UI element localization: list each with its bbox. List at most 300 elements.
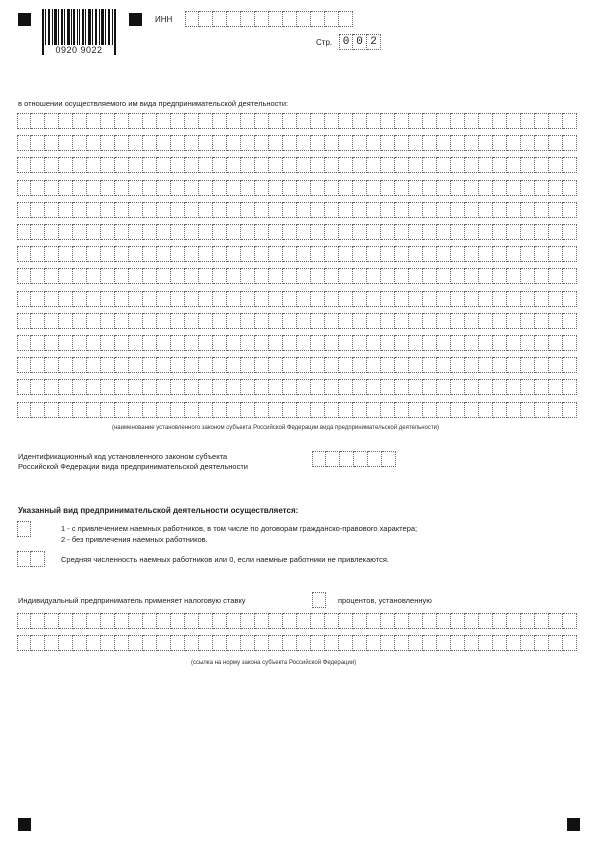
activity-name-cell[interactable] xyxy=(59,357,73,373)
law-reference-cell[interactable] xyxy=(115,613,129,629)
activity-name-cell[interactable] xyxy=(465,157,479,173)
activity-name-cell[interactable] xyxy=(549,402,563,418)
activity-name-cell[interactable] xyxy=(367,402,381,418)
law-reference-cell[interactable] xyxy=(227,635,241,651)
activity-name-cell[interactable] xyxy=(199,113,213,129)
activity-name-cell[interactable] xyxy=(535,402,549,418)
activity-name-cell[interactable] xyxy=(437,246,451,262)
activity-name-cell[interactable] xyxy=(185,157,199,173)
activity-name-cell[interactable] xyxy=(171,379,185,395)
activity-name-cell[interactable] xyxy=(409,113,423,129)
activity-name-cell[interactable] xyxy=(563,224,577,240)
activity-name-cell[interactable] xyxy=(87,335,101,351)
activity-name-cell[interactable] xyxy=(269,157,283,173)
activity-name-cell[interactable] xyxy=(171,402,185,418)
activity-name-cell[interactable] xyxy=(451,357,465,373)
activity-name-cell[interactable] xyxy=(59,180,73,196)
activity-name-cell[interactable] xyxy=(325,180,339,196)
activity-name-cell[interactable] xyxy=(311,357,325,373)
identification-code-cell[interactable] xyxy=(312,451,326,467)
inn-cell[interactable] xyxy=(255,11,269,27)
activity-name-cell[interactable] xyxy=(241,335,255,351)
activity-name-cell[interactable] xyxy=(185,402,199,418)
activity-name-cell[interactable] xyxy=(353,268,367,284)
activity-name-cell[interactable] xyxy=(101,202,115,218)
activity-name-cell[interactable] xyxy=(143,135,157,151)
activity-name-cell[interactable] xyxy=(395,113,409,129)
activity-name-cell[interactable] xyxy=(199,202,213,218)
page-digit-cell[interactable]: 2 xyxy=(367,34,381,50)
activity-name-cell[interactable] xyxy=(283,313,297,329)
activity-name-cell[interactable] xyxy=(479,202,493,218)
activity-name-cell[interactable] xyxy=(269,335,283,351)
law-reference-cell[interactable] xyxy=(395,635,409,651)
activity-name-cell[interactable] xyxy=(157,113,171,129)
activity-name-cell[interactable] xyxy=(409,202,423,218)
activity-name-cell[interactable] xyxy=(227,402,241,418)
activity-name-cell[interactable] xyxy=(563,313,577,329)
activity-name-cell[interactable] xyxy=(549,135,563,151)
activity-name-cell[interactable] xyxy=(59,224,73,240)
activity-name-cell[interactable] xyxy=(451,224,465,240)
activity-name-cell[interactable] xyxy=(353,202,367,218)
activity-name-cell[interactable] xyxy=(101,335,115,351)
law-reference-cell[interactable] xyxy=(549,613,563,629)
activity-name-cell[interactable] xyxy=(423,268,437,284)
activity-name-cell[interactable] xyxy=(465,113,479,129)
activity-name-cell[interactable] xyxy=(241,180,255,196)
law-reference-row[interactable] xyxy=(17,635,577,651)
activity-name-cell[interactable] xyxy=(17,246,31,262)
activity-name-cell[interactable] xyxy=(199,157,213,173)
activity-name-cell[interactable] xyxy=(465,224,479,240)
activity-name-cell[interactable] xyxy=(45,224,59,240)
activity-name-cell[interactable] xyxy=(255,180,269,196)
activity-name-cell[interactable] xyxy=(423,224,437,240)
activity-name-cell[interactable] xyxy=(353,246,367,262)
activity-name-cell[interactable] xyxy=(87,402,101,418)
activity-name-cell[interactable] xyxy=(437,113,451,129)
activity-name-cell[interactable] xyxy=(283,246,297,262)
activity-name-cell[interactable] xyxy=(199,335,213,351)
activity-name-cell[interactable] xyxy=(157,246,171,262)
activity-name-cell[interactable] xyxy=(87,379,101,395)
activity-name-cell[interactable] xyxy=(367,335,381,351)
activity-name-cell[interactable] xyxy=(563,202,577,218)
activity-name-cell[interactable] xyxy=(269,291,283,307)
law-reference-cell[interactable] xyxy=(297,635,311,651)
activity-name-cell[interactable] xyxy=(451,157,465,173)
activity-name-cell[interactable] xyxy=(507,335,521,351)
activity-name-cell[interactable] xyxy=(241,135,255,151)
activity-name-cell[interactable] xyxy=(115,335,129,351)
activity-name-cell[interactable] xyxy=(129,135,143,151)
law-reference-cell[interactable] xyxy=(353,635,367,651)
activity-name-cell[interactable] xyxy=(129,202,143,218)
activity-name-cell[interactable] xyxy=(423,180,437,196)
activity-name-cell[interactable] xyxy=(129,335,143,351)
activity-name-cell[interactable] xyxy=(115,113,129,129)
law-reference-cell[interactable] xyxy=(381,635,395,651)
activity-name-cell[interactable] xyxy=(563,402,577,418)
activity-name-cell[interactable] xyxy=(409,379,423,395)
activity-name-cell[interactable] xyxy=(283,335,297,351)
activity-name-cell[interactable] xyxy=(213,379,227,395)
activity-name-cell[interactable] xyxy=(381,246,395,262)
identification-code-cell[interactable] xyxy=(326,451,340,467)
inn-cell[interactable] xyxy=(213,11,227,27)
activity-name-cell[interactable] xyxy=(31,113,45,129)
activity-name-cell[interactable] xyxy=(115,157,129,173)
activity-name-cell[interactable] xyxy=(325,357,339,373)
activity-name-cell[interactable] xyxy=(423,379,437,395)
law-reference-cell[interactable] xyxy=(143,613,157,629)
activity-name-cell[interactable] xyxy=(381,180,395,196)
activity-name-cell[interactable] xyxy=(101,357,115,373)
inn-cell[interactable] xyxy=(185,11,199,27)
activity-name-cell[interactable] xyxy=(59,335,73,351)
activity-name-cell[interactable] xyxy=(339,335,353,351)
activity-name-cell[interactable] xyxy=(143,313,157,329)
law-reference-cell[interactable] xyxy=(437,635,451,651)
activity-name-cell[interactable] xyxy=(465,379,479,395)
activity-name-cell[interactable] xyxy=(129,357,143,373)
activity-name-cell[interactable] xyxy=(283,180,297,196)
activity-name-cell[interactable] xyxy=(395,268,409,284)
activity-name-cell[interactable] xyxy=(325,402,339,418)
activity-name-cell[interactable] xyxy=(437,357,451,373)
activity-name-cell[interactable] xyxy=(17,379,31,395)
activity-name-cell[interactable] xyxy=(381,157,395,173)
activity-name-cell[interactable] xyxy=(17,402,31,418)
activity-name-cell[interactable] xyxy=(283,379,297,395)
law-reference-cell[interactable] xyxy=(73,635,87,651)
activity-name-cell[interactable] xyxy=(521,246,535,262)
activity-name-cell[interactable] xyxy=(353,180,367,196)
activity-name-cell[interactable] xyxy=(493,180,507,196)
activity-name-cell[interactable] xyxy=(367,113,381,129)
activity-name-cell[interactable] xyxy=(409,268,423,284)
activity-name-cell[interactable] xyxy=(283,268,297,284)
activity-name-cell[interactable] xyxy=(31,335,45,351)
law-reference-cell[interactable] xyxy=(451,635,465,651)
law-reference-cell[interactable] xyxy=(423,635,437,651)
activity-name-cell[interactable] xyxy=(129,157,143,173)
inn-cell[interactable] xyxy=(325,11,339,27)
activity-name-cell[interactable] xyxy=(87,224,101,240)
activity-name-cell[interactable] xyxy=(507,157,521,173)
law-reference-cell[interactable] xyxy=(213,613,227,629)
activity-name-cell[interactable] xyxy=(297,379,311,395)
activity-name-cell[interactable] xyxy=(101,246,115,262)
activity-name-cell[interactable] xyxy=(353,157,367,173)
activity-name-cell[interactable] xyxy=(143,291,157,307)
activity-name-cell[interactable] xyxy=(171,113,185,129)
activity-name-cell[interactable] xyxy=(465,291,479,307)
activity-name-cell[interactable] xyxy=(395,335,409,351)
activity-name-cell[interactable] xyxy=(73,291,87,307)
activity-name-cell[interactable] xyxy=(423,157,437,173)
activity-name-cell[interactable] xyxy=(549,180,563,196)
activity-name-cell[interactable] xyxy=(17,202,31,218)
activity-name-cell[interactable] xyxy=(465,202,479,218)
activity-name-cell[interactable] xyxy=(479,291,493,307)
activity-name-cell[interactable] xyxy=(17,291,31,307)
law-reference-cell[interactable] xyxy=(409,613,423,629)
activity-name-cell[interactable] xyxy=(409,357,423,373)
activity-name-cell[interactable] xyxy=(535,202,549,218)
page-digit-cell[interactable]: 0 xyxy=(339,34,353,50)
activity-name-cell[interactable] xyxy=(437,313,451,329)
activity-name-cell[interactable] xyxy=(241,313,255,329)
activity-name-cell[interactable] xyxy=(115,357,129,373)
activity-name-cell[interactable] xyxy=(227,113,241,129)
activity-name-cell[interactable] xyxy=(409,313,423,329)
activity-name-cell[interactable] xyxy=(311,224,325,240)
activity-name-cell[interactable] xyxy=(129,313,143,329)
inn-cell[interactable] xyxy=(199,11,213,27)
activity-name-cell[interactable] xyxy=(367,246,381,262)
activity-name-cell[interactable] xyxy=(535,180,549,196)
activity-name-cell[interactable] xyxy=(311,135,325,151)
law-reference-cell[interactable] xyxy=(17,635,31,651)
activity-name-row[interactable] xyxy=(17,335,577,351)
activity-name-cell[interactable] xyxy=(157,291,171,307)
activity-name-cell[interactable] xyxy=(255,379,269,395)
law-reference-cell[interactable] xyxy=(185,635,199,651)
activity-name-cell[interactable] xyxy=(59,379,73,395)
activity-name-cell[interactable] xyxy=(269,379,283,395)
activity-name-cell[interactable] xyxy=(535,379,549,395)
activity-name-cell[interactable] xyxy=(549,157,563,173)
activity-name-cell[interactable] xyxy=(185,135,199,151)
activity-name-cell[interactable] xyxy=(297,246,311,262)
activity-name-cell[interactable] xyxy=(451,180,465,196)
activity-name-cell[interactable] xyxy=(199,268,213,284)
activity-name-cell[interactable] xyxy=(87,113,101,129)
activity-name-cell[interactable] xyxy=(255,113,269,129)
activity-name-cell[interactable] xyxy=(465,135,479,151)
activity-name-cell[interactable] xyxy=(353,224,367,240)
activity-name-cell[interactable] xyxy=(45,113,59,129)
law-reference-cell[interactable] xyxy=(549,635,563,651)
activity-name-cell[interactable] xyxy=(507,202,521,218)
activity-name-cell[interactable] xyxy=(423,246,437,262)
activity-name-cell[interactable] xyxy=(479,157,493,173)
activity-name-cell[interactable] xyxy=(31,157,45,173)
activity-name-cell[interactable] xyxy=(479,379,493,395)
activity-name-cell[interactable] xyxy=(339,157,353,173)
activity-name-cell[interactable] xyxy=(143,268,157,284)
activity-name-cell[interactable] xyxy=(255,268,269,284)
activity-name-cell[interactable] xyxy=(325,335,339,351)
activity-name-cell[interactable] xyxy=(423,291,437,307)
activity-name-cell[interactable] xyxy=(31,357,45,373)
law-reference-cell[interactable] xyxy=(339,635,353,651)
activity-name-row[interactable] xyxy=(17,113,577,129)
activity-name-cell[interactable] xyxy=(549,268,563,284)
activity-name-cell[interactable] xyxy=(255,313,269,329)
activity-name-cell[interactable] xyxy=(255,335,269,351)
activity-name-row[interactable] xyxy=(17,135,577,151)
activity-name-cell[interactable] xyxy=(227,180,241,196)
activity-name-cell[interactable] xyxy=(437,224,451,240)
law-reference-cell[interactable] xyxy=(171,635,185,651)
activity-name-cell[interactable] xyxy=(213,157,227,173)
inn-cell[interactable] xyxy=(339,11,353,27)
activity-name-cell[interactable] xyxy=(199,135,213,151)
activity-name-cell[interactable] xyxy=(227,313,241,329)
activity-name-cell[interactable] xyxy=(325,135,339,151)
activity-name-cell[interactable] xyxy=(507,224,521,240)
activity-name-cell[interactable] xyxy=(353,357,367,373)
law-reference-cell[interactable] xyxy=(269,613,283,629)
activity-name-cell[interactable] xyxy=(157,268,171,284)
law-reference-cell[interactable] xyxy=(129,613,143,629)
activity-name-cell[interactable] xyxy=(269,268,283,284)
activity-name-cell[interactable] xyxy=(31,246,45,262)
law-reference-cell[interactable] xyxy=(227,613,241,629)
activity-name-cell[interactable] xyxy=(395,291,409,307)
activity-name-cell[interactable] xyxy=(143,202,157,218)
law-reference-cell[interactable] xyxy=(157,635,171,651)
activity-name-cell[interactable] xyxy=(535,113,549,129)
activity-name-cell[interactable] xyxy=(311,180,325,196)
activity-name-cell[interactable] xyxy=(199,180,213,196)
activity-name-cell[interactable] xyxy=(31,291,45,307)
law-reference-cell[interactable] xyxy=(451,613,465,629)
activity-name-cell[interactable] xyxy=(521,202,535,218)
activity-name-cell[interactable] xyxy=(45,180,59,196)
law-reference-cell[interactable] xyxy=(101,635,115,651)
activity-name-cell[interactable] xyxy=(451,246,465,262)
activity-name-cell[interactable] xyxy=(269,313,283,329)
activity-name-cell[interactable] xyxy=(87,246,101,262)
activity-name-cell[interactable] xyxy=(465,313,479,329)
activity-name-cell[interactable] xyxy=(199,402,213,418)
law-reference-cell[interactable] xyxy=(353,613,367,629)
law-reference-cell[interactable] xyxy=(395,613,409,629)
activity-name-cell[interactable] xyxy=(283,135,297,151)
activity-name-cell[interactable] xyxy=(409,157,423,173)
activity-name-cell[interactable] xyxy=(563,113,577,129)
activity-name-cell[interactable] xyxy=(311,402,325,418)
activity-name-cell[interactable] xyxy=(59,268,73,284)
employment-type-cell[interactable] xyxy=(17,521,31,537)
activity-name-cell[interactable] xyxy=(269,224,283,240)
activity-name-cell[interactable] xyxy=(199,224,213,240)
activity-name-cell[interactable] xyxy=(479,313,493,329)
activity-name-cell[interactable] xyxy=(381,135,395,151)
inn-cell[interactable] xyxy=(241,11,255,27)
activity-name-cell[interactable] xyxy=(493,379,507,395)
law-reference-cell[interactable] xyxy=(171,613,185,629)
activity-name-cell[interactable] xyxy=(255,291,269,307)
activity-name-cell[interactable] xyxy=(157,379,171,395)
activity-name-row[interactable] xyxy=(17,357,577,373)
activity-name-cell[interactable] xyxy=(479,268,493,284)
activity-name-cell[interactable] xyxy=(129,402,143,418)
activity-name-cell[interactable] xyxy=(437,268,451,284)
activity-name-cell[interactable] xyxy=(395,402,409,418)
law-reference-cell[interactable] xyxy=(479,635,493,651)
activity-name-cell[interactable] xyxy=(339,224,353,240)
activity-name-cell[interactable] xyxy=(31,224,45,240)
activity-name-cell[interactable] xyxy=(255,202,269,218)
activity-name-cell[interactable] xyxy=(101,135,115,151)
activity-name-cell[interactable] xyxy=(17,224,31,240)
law-reference-cell[interactable] xyxy=(521,613,535,629)
activity-name-cell[interactable] xyxy=(339,313,353,329)
activity-name-cell[interactable] xyxy=(185,335,199,351)
activity-name-cell[interactable] xyxy=(297,157,311,173)
law-reference-cell[interactable] xyxy=(535,613,549,629)
activity-name-cell[interactable] xyxy=(507,313,521,329)
activity-name-cell[interactable] xyxy=(465,180,479,196)
activity-name-cell[interactable] xyxy=(213,202,227,218)
activity-name-cell[interactable] xyxy=(283,202,297,218)
identification-code-cell[interactable] xyxy=(382,451,396,467)
activity-name-cell[interactable] xyxy=(507,291,521,307)
law-reference-cell[interactable] xyxy=(479,613,493,629)
activity-name-cell[interactable] xyxy=(227,379,241,395)
activity-name-cell[interactable] xyxy=(521,180,535,196)
activity-name-cell[interactable] xyxy=(521,379,535,395)
activity-name-cell[interactable] xyxy=(283,157,297,173)
activity-name-cell[interactable] xyxy=(507,113,521,129)
activity-name-cell[interactable] xyxy=(423,113,437,129)
activity-name-cell[interactable] xyxy=(339,357,353,373)
activity-name-cell[interactable] xyxy=(17,113,31,129)
activity-name-row[interactable] xyxy=(17,291,577,307)
law-reference-cell[interactable] xyxy=(465,613,479,629)
law-reference-cell[interactable] xyxy=(31,613,45,629)
activity-name-cell[interactable] xyxy=(143,402,157,418)
inn-field[interactable] xyxy=(185,11,353,27)
activity-name-cell[interactable] xyxy=(157,335,171,351)
law-reference-cell[interactable] xyxy=(381,613,395,629)
activity-name-cell[interactable] xyxy=(157,202,171,218)
activity-name-cell[interactable] xyxy=(465,268,479,284)
activity-name-cell[interactable] xyxy=(241,379,255,395)
law-reference-cell[interactable] xyxy=(283,613,297,629)
activity-name-cell[interactable] xyxy=(311,113,325,129)
activity-name-cell[interactable] xyxy=(381,268,395,284)
law-reference-cell[interactable] xyxy=(45,613,59,629)
activity-name-cell[interactable] xyxy=(381,113,395,129)
activity-name-cell[interactable] xyxy=(269,180,283,196)
activity-name-cell[interactable] xyxy=(339,246,353,262)
activity-name-cell[interactable] xyxy=(465,402,479,418)
activity-name-cell[interactable] xyxy=(269,202,283,218)
activity-name-cell[interactable] xyxy=(437,202,451,218)
activity-name-cell[interactable] xyxy=(367,202,381,218)
activity-name-cell[interactable] xyxy=(437,402,451,418)
activity-name-cell[interactable] xyxy=(87,357,101,373)
activity-name-cell[interactable] xyxy=(367,224,381,240)
activity-name-cell[interactable] xyxy=(185,268,199,284)
activity-name-cell[interactable] xyxy=(493,335,507,351)
average-employees-cell[interactable] xyxy=(31,551,45,567)
activity-name-cell[interactable] xyxy=(507,135,521,151)
activity-name-cell[interactable] xyxy=(87,291,101,307)
activity-name-cell[interactable] xyxy=(87,135,101,151)
activity-name-cell[interactable] xyxy=(549,379,563,395)
activity-name-cell[interactable] xyxy=(171,135,185,151)
activity-name-cell[interactable] xyxy=(507,246,521,262)
activity-name-cell[interactable] xyxy=(367,268,381,284)
activity-name-cell[interactable] xyxy=(185,357,199,373)
